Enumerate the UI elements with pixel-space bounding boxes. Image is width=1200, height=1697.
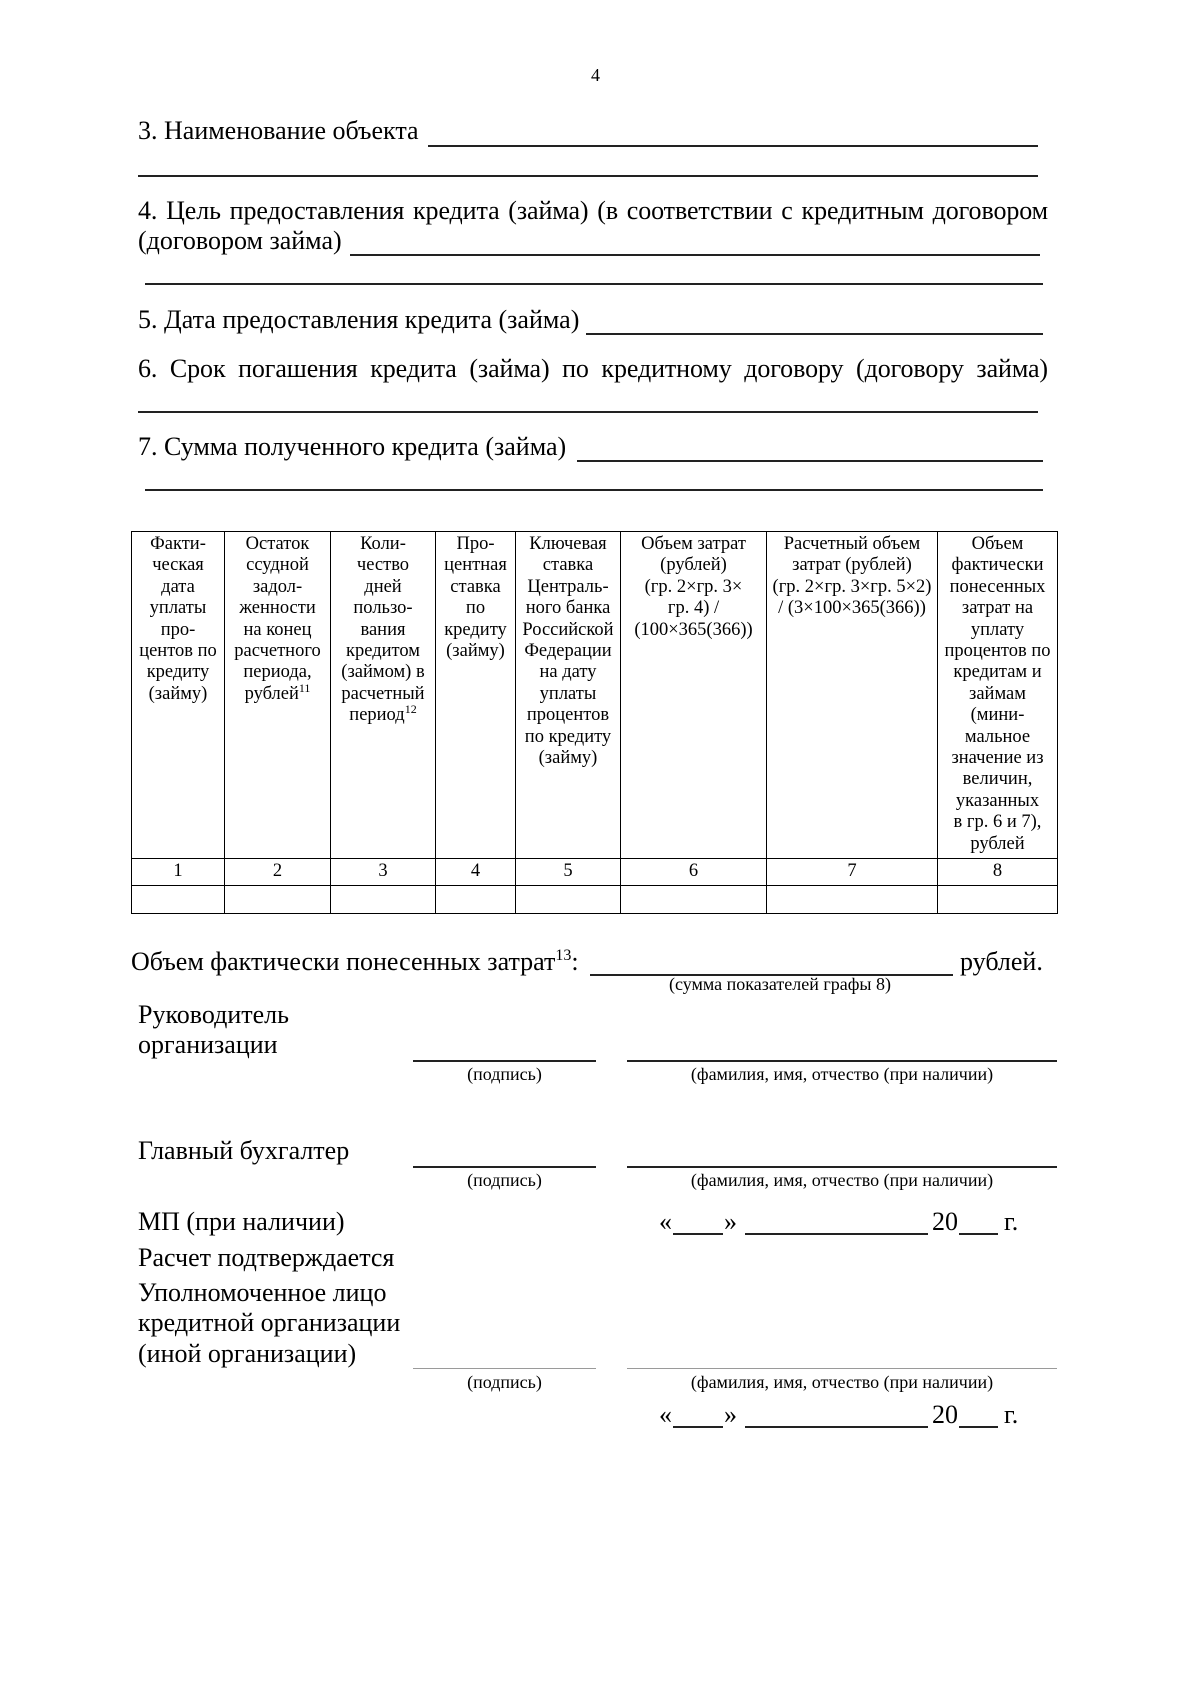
header-actual-cost (938, 532, 1058, 859)
header-actual-payment-date (132, 532, 225, 859)
loan-purpose-blank-continued (145, 283, 1043, 285)
object-name-blank (428, 145, 1038, 147)
authorized-title-line2: кредитной организации (138, 1308, 401, 1337)
header-text: Объем фактически понесенных затрат на уплату процентов по кредитам и займам (мини- мальное значение из величин, указанных в гр. 6 и 7), рублей (944, 534, 1051, 854)
header-text: Про- центная ставка по кредиту (займу) (444, 534, 507, 662)
column-number: 4 (436, 859, 516, 886)
table-cell (767, 886, 938, 914)
header-calculated-cost (767, 532, 938, 859)
date-close-quote: » (724, 1207, 737, 1236)
header-text: Ключевая ставка Централь- ного банка Российской Федерации на дату уплаты процентов по кредиту (займу) (522, 534, 614, 769)
name-caption: (фамилия, имя, отчество (при наличии) (690, 1372, 994, 1392)
header-key-rate (516, 532, 621, 859)
table-cell (938, 886, 1058, 914)
stamp-label: МП (при наличии) (138, 1207, 345, 1236)
total-unit: рублей. (960, 947, 1043, 976)
head-title-line2: организации (138, 1030, 278, 1059)
footnote-ref: 11 (298, 680, 311, 695)
name-caption: (фамилия, имя, отчество (при наличии) (690, 1170, 994, 1190)
header-cost-amount (621, 532, 767, 859)
date-year-suffix: г. (1004, 1400, 1019, 1429)
date-open-quote: « (659, 1400, 672, 1429)
total-caption: (сумма показателей графы 8) (669, 974, 891, 994)
head-signature-line (413, 1060, 596, 1062)
column-number: 6 (621, 859, 767, 886)
confirmation-label: Расчет подтверждается (138, 1243, 395, 1272)
signature-caption: (подпись) (467, 1372, 542, 1392)
total-actual-cost-label (131, 946, 579, 977)
date-year-prefix: 20 (932, 1400, 958, 1429)
item5-loan-date-label: 5. Дата предоставления кредита (займа) (138, 305, 580, 334)
table-cell (516, 886, 621, 914)
date-year-blank (959, 1426, 998, 1428)
repayment-term-blank (138, 411, 1038, 413)
table-row (132, 886, 1058, 914)
date-month-blank (745, 1426, 928, 1428)
table-cell (225, 886, 331, 914)
date-year-suffix: г. (1004, 1207, 1019, 1236)
column-number: 3 (331, 859, 436, 886)
accountant-title: Главный бухгалтер (138, 1136, 350, 1165)
column-number-row (132, 859, 1058, 886)
authorized-title-line3: (иной организации) (138, 1339, 357, 1368)
column-number: 1 (132, 859, 225, 886)
date-year-prefix: 20 (932, 1207, 958, 1236)
authorized-name-line (627, 1368, 1057, 1369)
footnote-ref: 12 (404, 702, 417, 717)
loan-amount-blank-continued (145, 489, 1043, 491)
item7-loan-amount-label: 7. Сумма полученного кредита (займа) (138, 432, 567, 461)
signature-caption: (подпись) (467, 1064, 542, 1084)
interest-calculation-table (131, 531, 1058, 914)
accountant-signature-line (413, 1166, 596, 1168)
item6-repayment-term-label: 6. Срок погашения кредита (займа) по кредитному договору (договору займа) (138, 354, 1048, 383)
object-name-blank-continued (138, 175, 1038, 177)
date-year-blank (959, 1233, 998, 1235)
date-open-quote: « (659, 1207, 672, 1236)
date-close-quote: » (724, 1400, 737, 1429)
item4-loan-purpose-line1: 4. Цель предоставления кредита (займа) (в соответствии с кредитным договором (138, 196, 1048, 225)
date-month-blank (745, 1233, 928, 1235)
total-colon: : (571, 947, 579, 976)
header-text: Остаток ссудной задол- женности на конец расчетного периода, рублей (234, 534, 321, 704)
total-label-text: Объем фактически понесенных затрат (131, 947, 556, 976)
page-number: 4 (591, 65, 600, 85)
header-text: Объем затрат (рублей) (гр. 2×гр. 3× гр. 4) / (100×365(366)) (634, 534, 753, 640)
column-number: 2 (225, 859, 331, 886)
loan-amount-blank (577, 460, 1043, 462)
header-days-of-use (331, 532, 436, 859)
loan-date-blank (586, 333, 1043, 335)
header-text: Расчетный объем затрат (рублей) (гр. 2×гр. 3×гр. 5×2) / (3×100×365(366)) (772, 534, 932, 619)
table-cell (436, 886, 516, 914)
table-cell (621, 886, 767, 914)
item4-loan-purpose-line2: (договором займа) (138, 226, 342, 255)
footnote-ref: 13 (555, 947, 572, 964)
name-caption: (фамилия, имя, отчество (при наличии) (690, 1064, 994, 1084)
header-interest-rate (436, 532, 516, 859)
signature-caption: (подпись) (467, 1170, 542, 1190)
header-text: Коли- чество дней пользо- вания кредитом (займом) в расчетный период (341, 534, 425, 726)
accountant-name-line (627, 1166, 1057, 1168)
date-day-blank (673, 1233, 723, 1235)
header-loan-balance (225, 532, 331, 859)
table-header-row (132, 532, 1058, 859)
column-number: 8 (938, 859, 1058, 886)
authorized-signature-line (413, 1368, 596, 1369)
header-text: Факти- ческая дата уплаты про- центов по кредиту (займу) (139, 534, 217, 704)
head-title-line1: Руководитель (138, 1000, 289, 1029)
column-number: 5 (516, 859, 621, 886)
table-cell (331, 886, 436, 914)
head-name-line (627, 1060, 1057, 1062)
column-number: 7 (767, 859, 938, 886)
date-day-blank (673, 1426, 723, 1428)
item3-object-name-label: 3. Наименование объекта (138, 116, 419, 145)
loan-purpose-blank (350, 254, 1040, 256)
authorized-title-line1: Уполномоченное лицо (138, 1278, 387, 1307)
table-cell (132, 886, 225, 914)
